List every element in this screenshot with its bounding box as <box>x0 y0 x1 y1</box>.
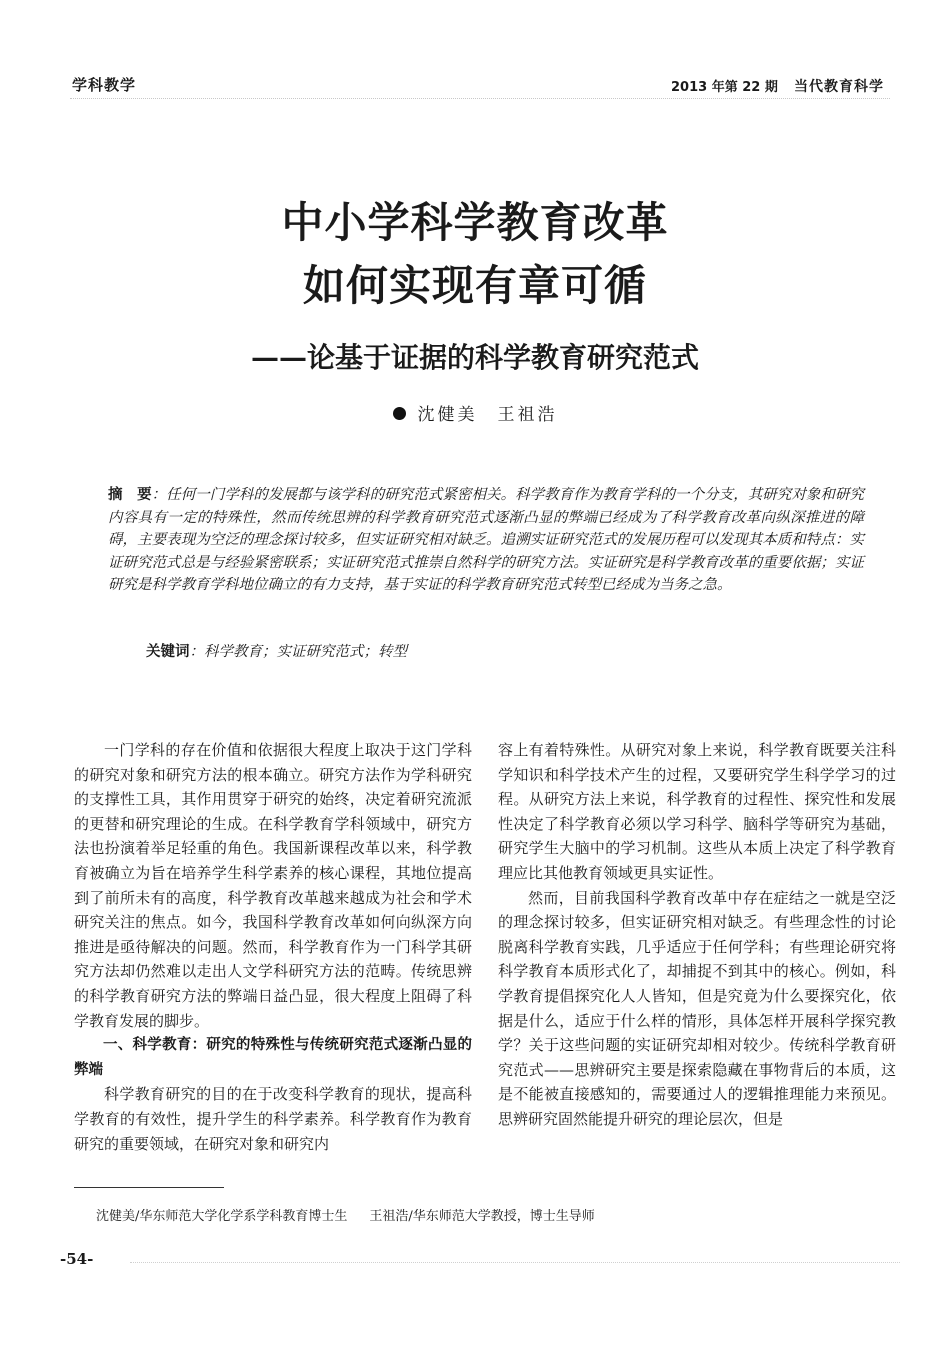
footnote-author2: 王祖浩/华东师范大学教授，博士生导师 <box>369 1209 595 1224</box>
abstract-text: ：任何一门学科的发展都与该学科的研究范式紧密相关。科学教育作为教育学科的一个分支，其研究对象和研究内容具有一定的特殊性，然而传统思辨的科学教育研究范式逐渐凸显的弊端已经成为了科学教育改革向纵深推进的障碍，主要表现为空泛的理念探讨较多，但实证研究相对缺乏。追溯实证研究范式的发展历程可以发现其本质和特点：实证研究范式总是与经验紧密联系；实证研究范式推崇自然科学的研究方法。实证研究是科学教育改革的重要依据；实证研究是科学教育学科地位确立的有力支持，基于实证的科学教育研究范式转型已经成为当务之急。 <box>108 487 865 593</box>
header-rule <box>70 98 890 99</box>
body-paragraph: 容上有着特殊性。从研究对象上来说，科学教育既要关注科学知识和科学技术产生的过程，又要研究学生科学学习的过程。从研究方法上来说，科学教育的过程性、探究性和发展性决定了科学教育必须以学习科学、脑科学等研究为基础，研究学生大脑中的学习机制。这些从本质上决定了科学教育理应比其他教育领域更具实证性。 <box>498 741 896 882</box>
journal-name: 当代教育科学 <box>794 79 884 95</box>
abstract <box>108 484 864 597</box>
keywords-label: 关键词 <box>146 644 190 660</box>
body-column-left <box>74 738 472 1156</box>
footnote <box>96 1205 595 1224</box>
author-line <box>0 400 950 425</box>
page-number: -54- <box>60 1250 94 1268</box>
body-paragraph: 然而，目前我国科学教育改革中存在症结之一就是空泛的理念探讨较多，但实证研究相对缺乏。有些理念性的讨论脱离科学教育实践，几乎适应于任何学科；有些理论研究将科学教育本质形式化了，却捕捉不到其中的核心。例如，科学教育提倡探究化人人皆知，但是究竟为什么要探究化，依据是什么，适应于什么样的情形，具体怎样开展科学探究教学？关于这些问题的实证研究却相对较少。传统科学教育研究范式——思辨研究主要是探索隐藏在事物背后的本质，这是不能被直接感知的，需要通过人的逻辑推理能力来预见。思辨研究固然能提升研究的理论层次，但是 <box>498 888 896 1128</box>
article-title-line1: 中小学科学教育改革 <box>281 198 669 247</box>
body-paragraph: 一门学科的存在价值和依据很大程度上取决于这门学科的研究对象和研究方法的根本确立。研究方法作为学科研究的支撑性工具，其作用贯穿于研究的始终，决定着研究流派的更替和研究理论的生成。在科学教育学科领域中，研究方法也扮演着举足轻重的角色。我国新课程改革以来，科学教育被确立为旨在培养学生科学素养的核心课程，其地位提高到了前所未有的高度，科学教育改革越来越成为社会和学术研究关注的焦点。如今，我国科学教育改革如何向纵深方向推进是亟待解决的问题。然而，科学教育作为一门科学其研究方法却仍然难以走出人文学科研究方法的范畴。传统思辨的科学教育研究方法的弊端日益凸显，很大程度上阻碍了科学教育发展的脚步。 <box>74 741 472 1030</box>
footer-rule <box>130 1262 900 1263</box>
bullet-icon <box>393 407 406 420</box>
body-paragraph: 科学教育研究的目的在于改变科学教育的现状，提高科学教育的有效性，提升学生的科学素养。科学教育作为教育研究的重要领域，在研究对象和研究内 <box>74 1085 472 1153</box>
issue-label: 2013 年第 22 期 <box>671 80 778 95</box>
article-subtitle: ——论基于证据的科学教育研究范式 <box>250 341 699 374</box>
keywords-text: ：科学教育；实证研究范式；转型 <box>189 644 407 660</box>
article-title-line2: 如何实现有章可循 <box>302 261 647 310</box>
keywords <box>146 640 407 661</box>
journal-header <box>671 76 884 96</box>
footnote-author1: 沈健美/华东师范大学化学系学科教育博士生 <box>96 1209 348 1224</box>
author-name: 沈健美 <box>417 405 478 425</box>
author-name: 王祖浩 <box>497 405 558 425</box>
section-heading: 一、科学教育：研究的特殊性与传统研究范式逐渐凸显的弊端 <box>74 1037 472 1078</box>
abstract-label: 摘 要 <box>108 487 152 503</box>
footnote-rule <box>74 1187 224 1188</box>
body-column-right <box>498 738 896 1132</box>
section-label: 学科教学 <box>72 76 137 94</box>
